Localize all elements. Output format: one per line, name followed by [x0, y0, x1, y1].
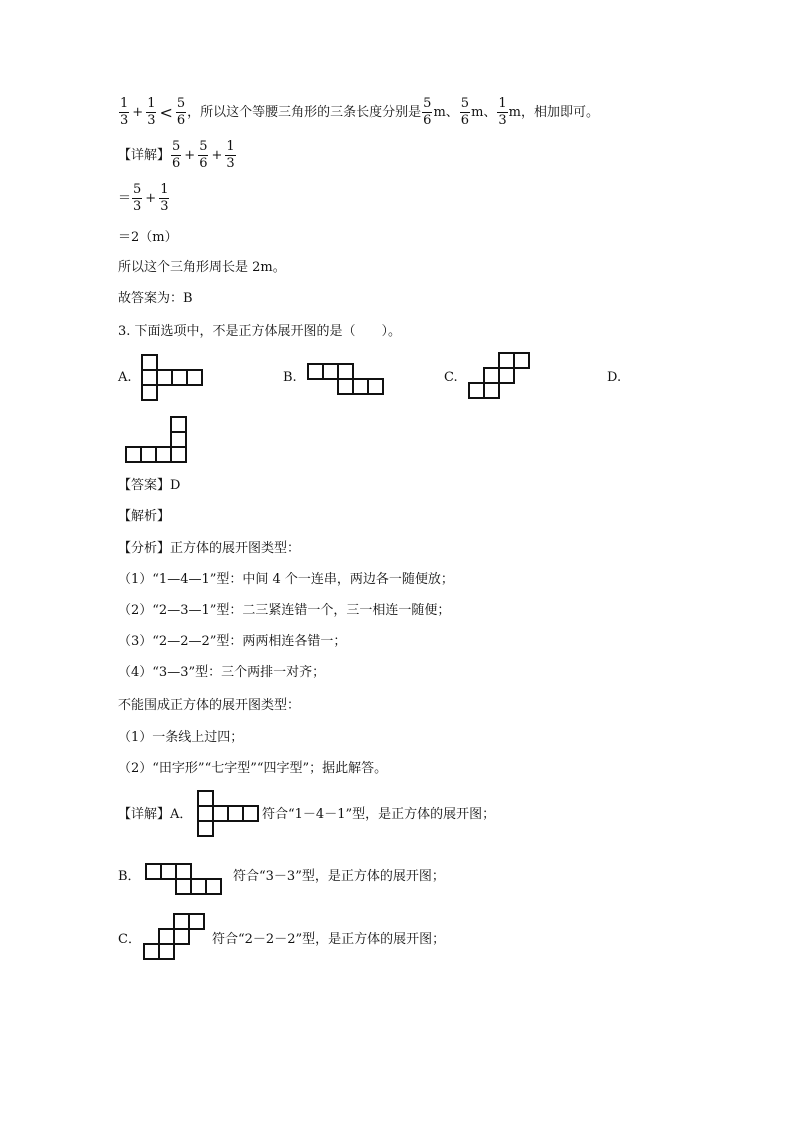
option-d-label: D.: [607, 370, 622, 385]
detail-c-label: C．: [118, 932, 141, 947]
invalid-type-2: （2）“田字形”“七字型”“四字型”；据此解答。: [118, 761, 388, 776]
fraction: $\frac{5}{6}$: [199, 139, 208, 171]
detail-a-cube-net: [197, 790, 261, 838]
explanation-text: ，所以这个等腰三角形的三条长度分别是: [187, 104, 422, 120]
unit-text: m，相加即可。: [508, 104, 599, 120]
fraction: $\frac{5}{3}$: [133, 182, 142, 214]
fraction-comparison-line: [118, 96, 599, 129]
fraction: $\frac{1}{3}$: [120, 96, 129, 128]
less-than-sign: <: [159, 102, 173, 122]
unit-text: m、: [433, 104, 459, 120]
plus-sign: +: [132, 104, 144, 120]
fraction: $\frac{5}{6}$: [423, 96, 432, 128]
analysis-label: 【解析】: [118, 509, 171, 524]
detail-a-label: 【详解】A．: [118, 807, 193, 822]
plus-sign: +: [145, 190, 157, 206]
previous-answer: 故答案为：B: [118, 291, 193, 306]
option-c-cube-net: [468, 352, 532, 400]
detail-label: 【详解】: [118, 147, 171, 163]
option-a-label: A.: [118, 370, 132, 385]
net-type-3: （3）“2—2—2”型：两两相连各错一；: [118, 634, 347, 649]
option-b-label: B.: [283, 370, 297, 385]
analysis-intro: 【分析】正方体的展开图类型：: [118, 541, 301, 556]
option-c-label: C.: [444, 370, 458, 385]
detail-b-text: 符合“3－3”型，是正方体的展开图；: [233, 869, 445, 884]
invalid-types-intro: 不能围成正方体的展开图类型：: [118, 698, 301, 713]
question-3: 3. 下面选项中，不是正方体展开图的是（ ）。: [118, 324, 402, 339]
detail-c-text: 符合“2－2－2”型，是正方体的展开图；: [212, 932, 446, 947]
option-b-cube-net: [307, 363, 387, 395]
net-type-4: （4）“3—3”型：三个两排一对齐；: [118, 665, 326, 680]
fraction: $\frac{1}{3}$: [160, 182, 169, 214]
fraction: $\frac{1}{3}$: [147, 96, 156, 128]
unit-text: m、: [471, 104, 497, 120]
net-type-1: （1）“1—4—1”型：中间 4 个一连串，两边各一随便放；: [118, 572, 454, 587]
detail-expression: [118, 139, 237, 172]
detail-a-text: 符合“1－4－1”型，是正方体的展开图；: [262, 807, 496, 822]
calculation-result: ＝2（m）: [118, 230, 178, 245]
invalid-type-1: （1）一条线上过四；: [118, 730, 244, 745]
fraction: $\frac{5}{6}$: [176, 96, 186, 128]
detail-b-cube-net: [145, 863, 225, 895]
plus-sign: +: [184, 147, 196, 163]
detail-c-cube-net: [143, 913, 207, 961]
conclusion-text: 所以这个三角形周长是 2m。: [118, 260, 286, 275]
fraction: $\frac{5}{6}$: [172, 139, 181, 171]
net-type-2: （2）“2—3—1”型：二三紧连错一个，三一相连一随便；: [118, 603, 451, 618]
plus-sign: +: [211, 147, 223, 163]
fraction: $\frac{5}{6}$: [460, 96, 470, 128]
detail-b-label: B．: [118, 869, 141, 884]
answer-text: 【答案】D: [118, 478, 181, 493]
option-d-cube-net: [123, 416, 189, 464]
fraction: $\frac{1}{3}$: [226, 139, 235, 171]
option-a-cube-net: [141, 354, 205, 400]
calculation-step: [118, 182, 170, 215]
equals-sign: ＝: [118, 190, 132, 206]
fraction: $\frac{1}{3}$: [498, 96, 507, 128]
